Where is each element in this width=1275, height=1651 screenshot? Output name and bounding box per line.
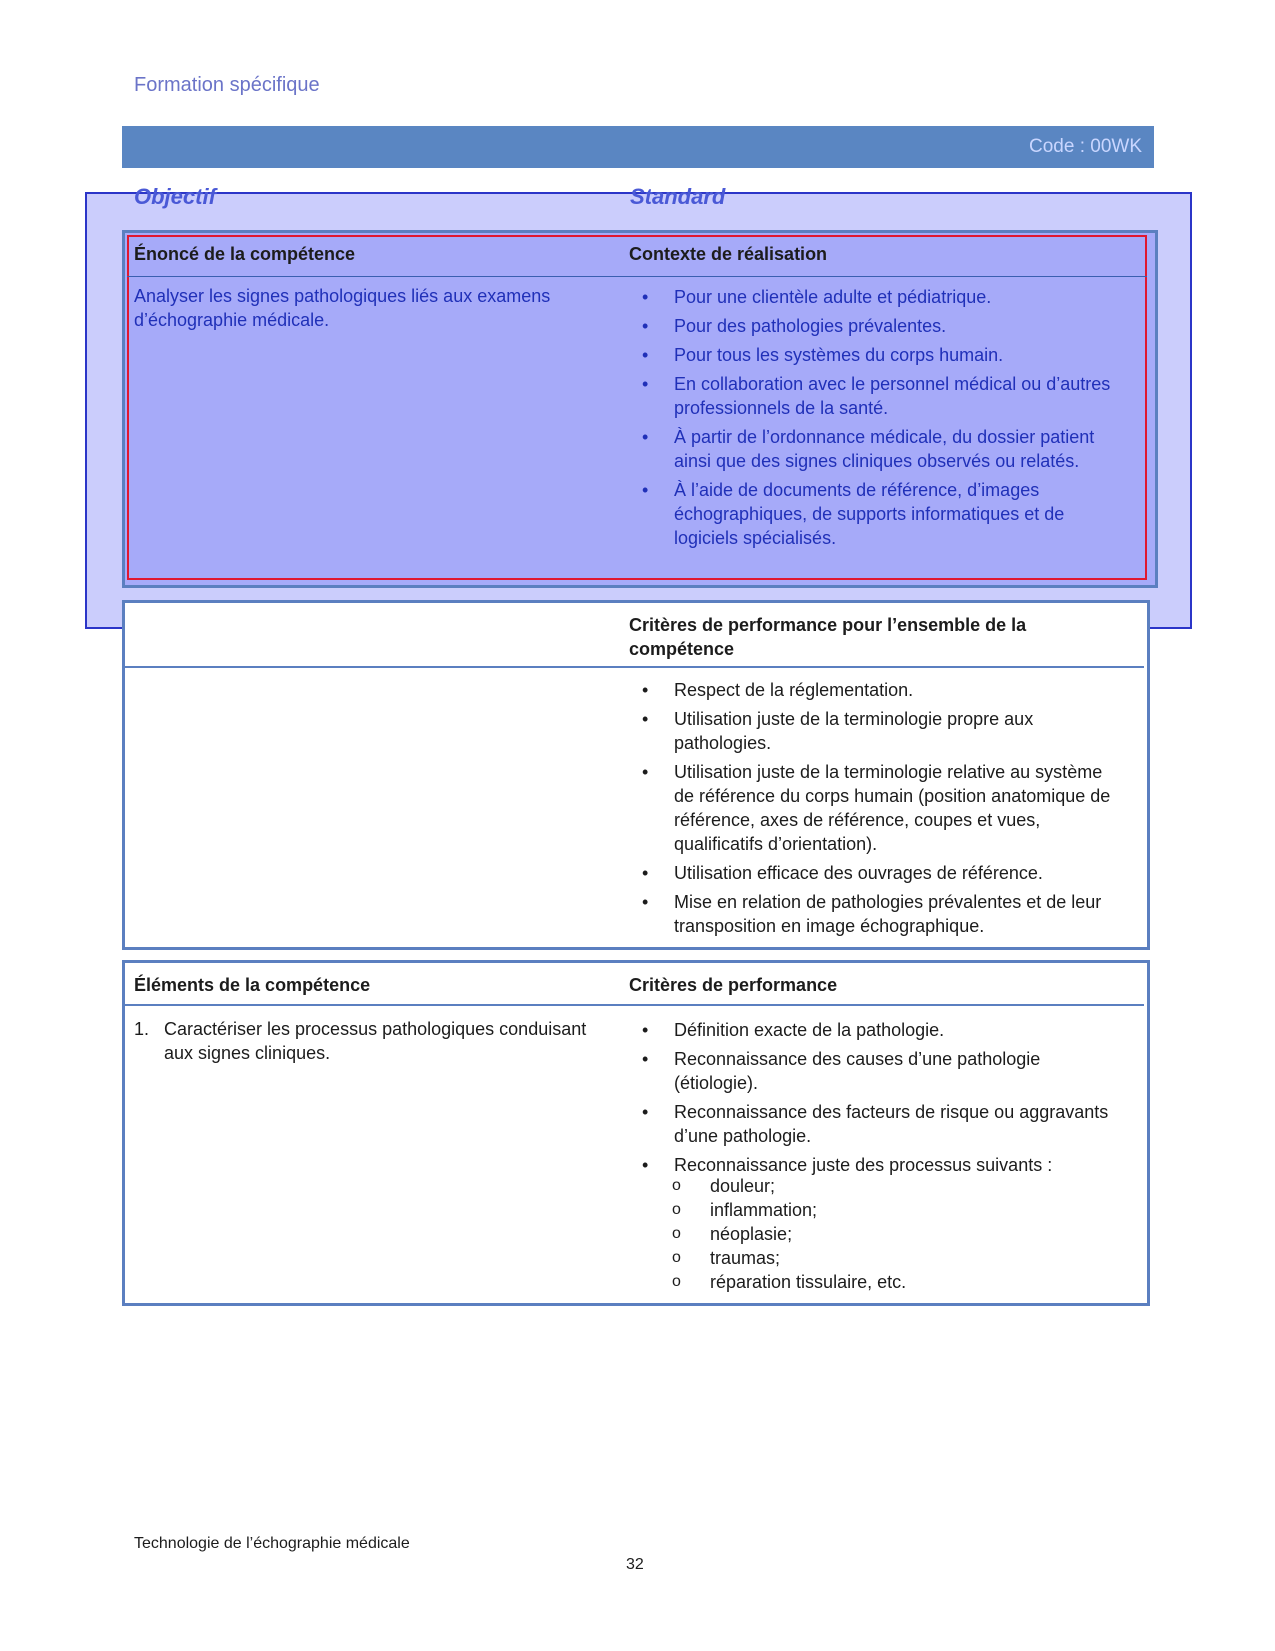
bullet-icon: •	[642, 345, 649, 365]
list-item: • Pour une clientèle adulte et pédiatrique.	[642, 287, 992, 307]
sub-list-item: o réparation tissulaire, etc.	[672, 1272, 907, 1292]
bullet-icon: •	[642, 1049, 649, 1069]
bullet-icon: •	[642, 680, 649, 700]
process-sublist	[672, 1174, 1072, 1294]
element-text: Caractériser les processus pathologiques conduisant aux signes cliniques.	[164, 1019, 587, 1063]
circle-bullet-icon: o	[672, 1249, 681, 1266]
element-number: 1.	[134, 1019, 150, 1039]
running-title: Formation spécifique	[134, 74, 320, 96]
bullet-icon: •	[642, 1020, 649, 1040]
bullet-icon: •	[642, 316, 649, 336]
list-item: • Définition exacte de la pathologie.	[642, 1020, 945, 1040]
list-item: • À l’aide de documents de référence, d’images échographiques, de supports informatiques et de logiciels spécialisés.	[642, 480, 1065, 548]
bullet-icon: •	[642, 427, 649, 447]
list-item: • Utilisation juste de la terminologie propre aux pathologies.	[642, 709, 1034, 753]
elements-header-rule	[125, 1004, 1144, 1006]
criteria-header: Critères de performance	[629, 975, 838, 995]
sub-list-item: o traumas;	[672, 1248, 781, 1268]
bullet-icon: •	[642, 709, 649, 729]
sub-list-item: o douleur;	[672, 1176, 776, 1196]
list-item: • Pour tous les systèmes du corps humain.	[642, 345, 1004, 365]
list-item: • Pour des pathologies prévalentes.	[642, 316, 947, 336]
circle-bullet-icon: o	[672, 1273, 681, 1290]
overall-criteria-header: Critères de performance pour l’ensemble de la compétence	[629, 615, 1027, 659]
bullet-icon: •	[642, 287, 649, 307]
circle-bullet-icon: o	[672, 1177, 681, 1194]
bullet-icon: •	[642, 374, 649, 394]
context-list	[636, 285, 1116, 555]
list-item: • Reconnaissance des causes d’une pathologie (étiologie).	[642, 1049, 1041, 1093]
statement-text: Analyser les signes pathologiques liés aux examens d’échographie médicale.	[134, 286, 551, 330]
list-item: • Reconnaissance juste des processus suivants :	[642, 1155, 1053, 1175]
list-item: • Respect de la réglementation.	[642, 680, 914, 700]
footer-program-title: Technologie de l’échographie médicale	[134, 1535, 410, 1552]
sub-list-item: o néoplasie;	[672, 1224, 793, 1244]
bullet-icon: •	[642, 863, 649, 883]
criteria-list	[636, 1018, 1116, 1182]
circle-bullet-icon: o	[672, 1225, 681, 1242]
context-header: Contexte de réalisation	[629, 244, 828, 264]
bullet-icon: •	[642, 480, 649, 500]
list-item: • En collaboration avec le personnel médical ou d’autres professionnels de la santé.	[642, 374, 1111, 418]
list-item: • Utilisation juste de la terminologie relative au système de référence du corps humain (position anatomique de référence, axes de référence, coupes et vues, qualificatifs d’orientation).	[642, 762, 1111, 854]
sub-list-item: o inflammation;	[672, 1200, 818, 1220]
overall-criteria-rule	[125, 666, 1144, 668]
competence-header-rule	[127, 276, 1147, 277]
page-number: 32	[626, 1556, 644, 1573]
bullet-icon: •	[642, 1102, 649, 1122]
statement-header: Énoncé de la compétence	[134, 244, 356, 264]
code-label: Code : 00WK	[1029, 136, 1142, 157]
list-item: • Reconnaissance des facteurs de risque ou aggravants d’une pathologie.	[642, 1102, 1109, 1146]
standard-heading: Standard	[630, 184, 726, 209]
bullet-icon: •	[642, 762, 649, 782]
elements-header: Éléments de la compétence	[134, 975, 371, 995]
bullet-icon: •	[642, 892, 649, 912]
bullet-icon: •	[642, 1155, 649, 1175]
list-item: • Utilisation efficace des ouvrages de référence.	[642, 863, 1043, 883]
list-item: • À partir de l’ordonnance médicale, du dossier patient ainsi que des signes cliniques observés ou relatés.	[642, 427, 1095, 471]
list-item: • Mise en relation de pathologies prévalentes et de leur transposition en image échographique.	[642, 892, 1102, 936]
circle-bullet-icon: o	[672, 1201, 681, 1218]
objective-heading: Objectif	[134, 184, 216, 209]
code-bar	[122, 126, 1154, 168]
overall-criteria-list	[636, 678, 1116, 943]
